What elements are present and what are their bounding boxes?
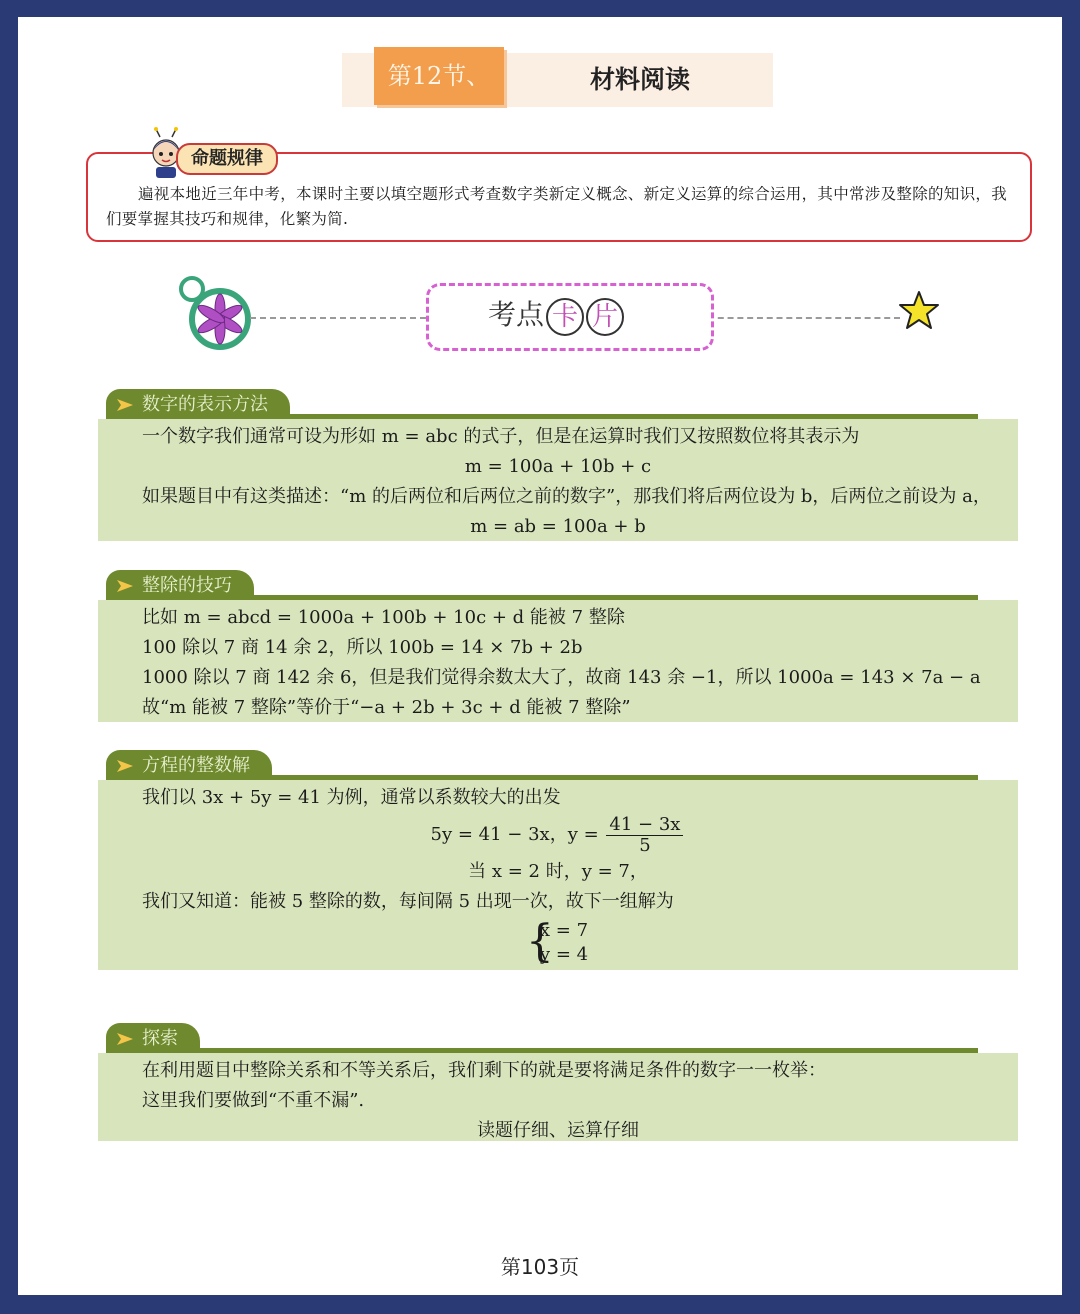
section-line: 故“m 能被 7 整除”等价于“−a + 2b + 3c + d 能被 7 整除”: [142, 697, 631, 718]
section-divisibility: [98, 570, 1018, 722]
section-rule: [106, 1048, 978, 1053]
section-integer-solutions: [98, 750, 1018, 970]
paper-plane-icon: [116, 578, 134, 594]
section-line: 一个数字我们通常可设为形如 m = abc 的式子，但是在运算时我们又按照数位将其表示为: [142, 426, 860, 447]
section-body: [98, 1053, 1018, 1141]
formula-line: 当 x = 2 时，y = 7，: [468, 861, 648, 882]
rule-text: 遍视本地近三年中考，本课时主要以填空题形式考查数字类新定义概念、新定义运算的综合运用，其中常涉及整除的知识，我们要掌握其技巧和规律，化繁为简.: [106, 185, 1008, 228]
page-number: 第103页: [500, 1255, 580, 1279]
dashed-connector-right: [708, 317, 900, 319]
section-line: 我们又知道：能被 5 整除的数，每间隔 5 出现一次，故下一组解为: [142, 891, 674, 912]
section-line: 这里我们要做到“不重不漏”.: [142, 1090, 365, 1111]
section-exploration: [98, 1023, 1018, 1139]
section-title: 数字的表示方法: [142, 394, 268, 415]
formula-line: m = 100a + 10b + c: [464, 456, 652, 477]
section-tab: [106, 1023, 200, 1053]
section-line: 在利用题目中整除关系和不等关系后，我们剩下的就是要将满足条件的数字一一枚举：: [142, 1060, 826, 1081]
formula-line: m = ab = 100a + b: [470, 516, 646, 537]
section-line: 1000 除以 7 商 142 余 6，但是我们觉得余数太大了，故商 143 余 −1，所以 1000a = 143 × 7a − a: [142, 667, 981, 688]
star-icon: [898, 289, 940, 331]
fraction-numerator: 41 − 3x: [606, 815, 683, 836]
section-number-tag: 第12节、: [374, 47, 504, 105]
section-tab: [106, 389, 290, 419]
section-title: 方程的整数解: [142, 755, 250, 776]
card-char-2: 片: [586, 298, 624, 336]
formula-text: 5y = 41 − 3x，y =: [430, 824, 599, 845]
textbook-page: [18, 17, 1062, 1295]
card-heading: [488, 293, 624, 337]
card-char-1: 卡: [546, 298, 584, 336]
formula-line: [142, 813, 1018, 857]
flower-icon: [178, 275, 258, 355]
page-title: 材料阅读: [589, 65, 690, 94]
system-eq-2: y = 4: [539, 944, 589, 965]
section-line: 读题仔细、运算仔细: [477, 1120, 639, 1141]
section-tab: [106, 570, 254, 600]
section-body: [98, 419, 1018, 541]
section-body: [98, 780, 1018, 970]
section-title: 整除的技巧: [142, 575, 232, 596]
section-line: 100 除以 7 商 14 余 2，所以 100b = 14 × 7b + 2b: [142, 637, 583, 658]
system-brace: [528, 919, 588, 967]
paper-plane-icon: [116, 1031, 134, 1047]
section-line: 如果题目中有这类描述：“m 的后两位和后两位之前的数字”，那我们将后两位设为 b，后两位之前设为 a，: [142, 486, 991, 507]
section-title: 探索: [142, 1028, 178, 1049]
system-eq-1: { x = 7: [539, 920, 589, 941]
paper-plane-icon: [116, 397, 134, 413]
dashed-connector-left: [250, 317, 426, 319]
fraction: [606, 815, 683, 856]
fraction-denominator: 5: [639, 834, 651, 856]
section-line: 比如 m = abcd = 1000a + 100b + 10c + d 能被 7 整除: [142, 607, 625, 628]
section-tab: [106, 750, 272, 780]
section-body: [98, 600, 1018, 722]
rule-label: 命题规律: [176, 143, 278, 175]
card-prefix: 考点: [488, 298, 545, 331]
section-number-representation: [98, 389, 1018, 541]
equation-system: [142, 917, 1018, 967]
section-line: 我们以 3x + 5y = 41 为例，通常以系数较大的出发: [142, 787, 561, 808]
paper-plane-icon: [116, 758, 134, 774]
